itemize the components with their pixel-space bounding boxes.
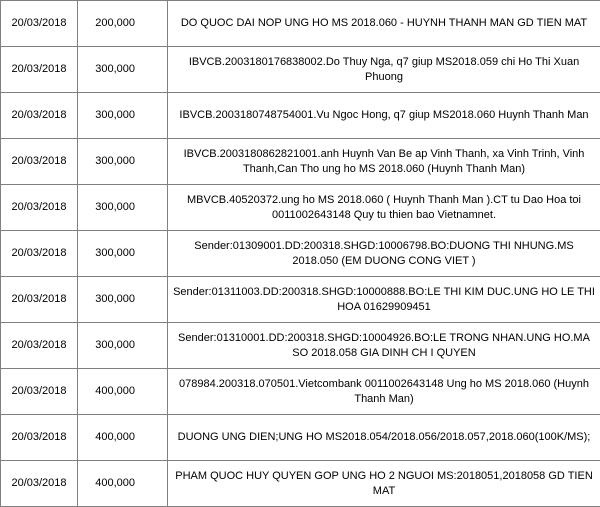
date-cell: 20/03/2018 (1, 185, 78, 231)
table-row (1, 231, 600, 277)
date-cell: 20/03/2018 (1, 277, 78, 323)
description-cell: Sender:01309001.DD:200318.SHGD:10006798.BO:DUONG THI NHUNG.MS 2018.050 (EM DUONG CONG VIET ) (168, 231, 600, 277)
date-cell: 20/03/2018 (1, 231, 78, 277)
table-row (1, 415, 600, 461)
table-row (1, 369, 600, 415)
description-cell: 078984.200318.070501.Vietcombank 0011002643148 Ung ho MS 2018.060 (Huynh Thanh Man) (168, 369, 600, 415)
amount-cell: 400,000 (78, 461, 168, 507)
date-cell: 20/03/2018 (1, 369, 78, 415)
description-cell: Sender:01311003.DD:200318.SHGD:10000888.BO:LE THI KIM DUC.UNG HO LE THI HOA 01629909451 (168, 277, 600, 323)
description-cell: DUONG UNG DIEN;UNG HO MS2018.054/2018.056/2018.057,2018.060(100K/MS); (168, 415, 600, 461)
description-cell: MBVCB.40520372.ung ho MS 2018.060 ( Huynh Thanh Man ).CT tu Dao Hoa toi 0011002643148 Quy tu thien bao Vietnamnet. (168, 185, 600, 231)
table-row (1, 277, 600, 323)
table-row (1, 47, 600, 93)
description-cell: IBVCB.2003180748754001.Vu Ngoc Hong, q7 giup MS2018.060 Huynh Thanh Man (168, 93, 600, 139)
amount-cell: 300,000 (78, 139, 168, 185)
amount-cell: 300,000 (78, 185, 168, 231)
amount-cell: 300,000 (78, 277, 168, 323)
table-row (1, 139, 600, 185)
table-row (1, 93, 600, 139)
date-cell: 20/03/2018 (1, 93, 78, 139)
table-row (1, 1, 600, 47)
amount-cell: 300,000 (78, 323, 168, 369)
amount-cell: 300,000 (78, 93, 168, 139)
amount-cell: 400,000 (78, 369, 168, 415)
date-cell: 20/03/2018 (1, 415, 78, 461)
amount-cell: 300,000 (78, 47, 168, 93)
description-cell: PHAM QUOC HUY QUYEN GOP UNG HO 2 NGUOI MS:2018051,2018058 GD TIEN MAT (168, 461, 600, 507)
description-cell: Sender:01310001.DD:200318.SHGD:10004926.BO:LE TRONG NHAN.UNG HO.MA SO 2018.058 GIA DINH CH I QUYEN (168, 323, 600, 369)
amount-cell: 300,000 (78, 231, 168, 277)
table-row (1, 323, 600, 369)
amount-cell: 200,000 (78, 1, 168, 47)
table-row (1, 461, 600, 507)
date-cell: 20/03/2018 (1, 461, 78, 507)
description-cell: IBVCB.2003180862821001.anh Huynh Van Be ap Vinh Thanh, xa Vinh Trinh, Vinh Thanh,Can Tho ung ho MS 2018.060 (Huynh Thanh Man) (168, 139, 600, 185)
date-cell: 20/03/2018 (1, 1, 78, 47)
amount-cell: 400,000 (78, 415, 168, 461)
ledger-body (1, 1, 600, 507)
table-row (1, 185, 600, 231)
date-cell: 20/03/2018 (1, 323, 78, 369)
description-cell: DO QUOC DAI NOP UNG HO MS 2018.060 - HUYNH THANH MAN GD TIEN MAT (168, 1, 600, 47)
date-cell: 20/03/2018 (1, 139, 78, 185)
date-cell: 20/03/2018 (1, 47, 78, 93)
description-cell: IBVCB.2003180176838002.Do Thuy Nga, q7 giup MS2018.059 chi Ho Thi Xuan Phuong (168, 47, 600, 93)
